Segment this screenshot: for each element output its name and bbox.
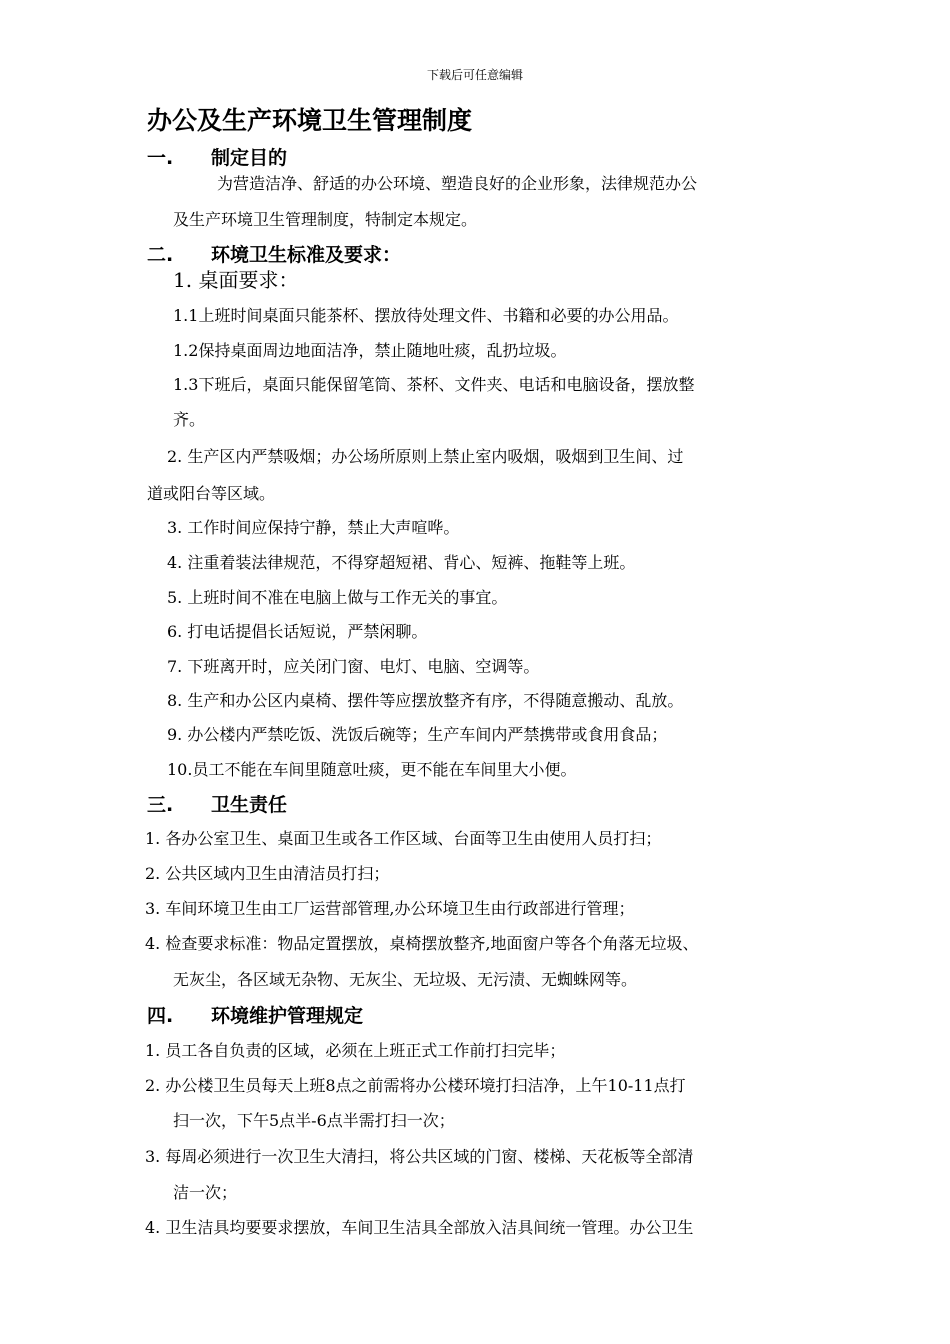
list-item: 8. 生产和办公区内桌椅、摆件等应摆放整齐有序，不得随意搬动、乱放。 (167, 691, 684, 710)
list-item: 3. 车间环境卫生由工厂运营部管理,办公环境卫生由行政部进行管理； (145, 899, 635, 918)
list-item: 1. 员工各自负责的区域，必须在上班正式工作前打扫完毕； (145, 1041, 566, 1060)
list-item: 4. 卫生洁具均要要求摆放，车间卫生洁具全部放入洁具间统一管理。办公卫生 (145, 1218, 694, 1237)
list-item: 5. 上班时间不准在电脑上做与工作无关的事宜。 (167, 588, 508, 607)
section-title: 卫生责任 (211, 794, 288, 816)
list-item: 2. 办公楼卫生员每天上班8点之前需将办公楼环境打扫洁净，上午10-11点打 (145, 1076, 686, 1095)
section-number: 四. (147, 1005, 174, 1027)
list-item: 3. 每周必须进行一次卫生大清扫，将公共区域的门窗、楼梯、天花板等全部清 (145, 1147, 694, 1166)
list-item: 1. 各办公室卫生、桌面卫生或各工作区域、台面等卫生由使用人员打扫； (145, 829, 662, 848)
paragraph-line: 为营造洁净、舒适的办公环境、塑造良好的企业形象，法律规范办公 (217, 174, 698, 193)
paragraph-line: 及生产环境卫生管理制度，特制定本规定。 (173, 210, 478, 229)
list-item: 1.3下班后，桌面只能保留笔筒、茶杯、文件夹、电话和电脑设备，摆放整 (173, 375, 695, 394)
section-heading-3 (147, 790, 287, 817)
subheading-desk: 1. 桌面要求： (173, 268, 299, 292)
section-title: 环境卫生标准及要求： (211, 244, 402, 266)
list-item: 7. 下班离开时，应关闭门窗、电灯、电脑、空调等。 (167, 657, 540, 676)
list-item: 3. 工作时间应保持宁静，禁止大声喧哗。 (167, 518, 460, 537)
list-item: 2. 生产区内严禁吸烟；办公场所原则上禁止室内吸烟，吸烟到卫生间、过 (167, 447, 684, 466)
list-item-cont: 扫一次，下午5点半-6点半需打扫一次； (173, 1111, 455, 1130)
list-item: 9. 办公楼内严禁吃饭、洗饭后碗等；生产车间内严禁携带或食用食品； (167, 725, 668, 744)
section-number: 一. (147, 147, 174, 169)
list-item-cont: 齐。 (173, 410, 206, 429)
page-header-note: 下载后可任意编辑 (426, 68, 523, 82)
list-item-cont: 道或阳台等区域。 (147, 484, 276, 503)
list-item: 4. 检查要求标准：物品定置摆放，桌椅摆放整齐,地面窗户等各个角落无垃圾、 (145, 934, 699, 953)
list-item: 2. 公共区域内卫生由清洁员打扫； (145, 864, 390, 883)
section-number: 二. (147, 244, 174, 266)
section-title: 环境维护管理规定 (211, 1005, 364, 1027)
section-heading-1 (147, 143, 287, 170)
section-heading-2 (147, 240, 401, 267)
list-item-cont: 无灰尘，各区域无杂物、无灰尘、无垃圾、无污渍、无蜘蛛网等。 (173, 970, 638, 989)
list-item: 6. 打电话提倡长话短说，严禁闲聊。 (167, 622, 428, 641)
section-number: 三. (147, 794, 174, 816)
section-heading-4 (147, 1001, 363, 1028)
section-title: 制定目的 (211, 147, 288, 169)
document-title: 办公及生产环境卫生管理制度 (147, 106, 473, 135)
list-item: 4. 注重着装法律规范，不得穿超短裙、背心、短裤、拖鞋等上班。 (167, 553, 636, 572)
list-item: 1.1上班时间桌面只能茶杯、摆放待处理文件、书籍和必要的办公用品。 (173, 306, 679, 325)
list-item: 10.员工不能在车间里随意吐痰，更不能在车间里大小便。 (167, 760, 577, 779)
list-item-cont: 洁一次； (173, 1183, 238, 1202)
list-item: 1.2保持桌面周边地面洁净，禁止随地吐痰，乱扔垃圾。 (173, 341, 567, 360)
